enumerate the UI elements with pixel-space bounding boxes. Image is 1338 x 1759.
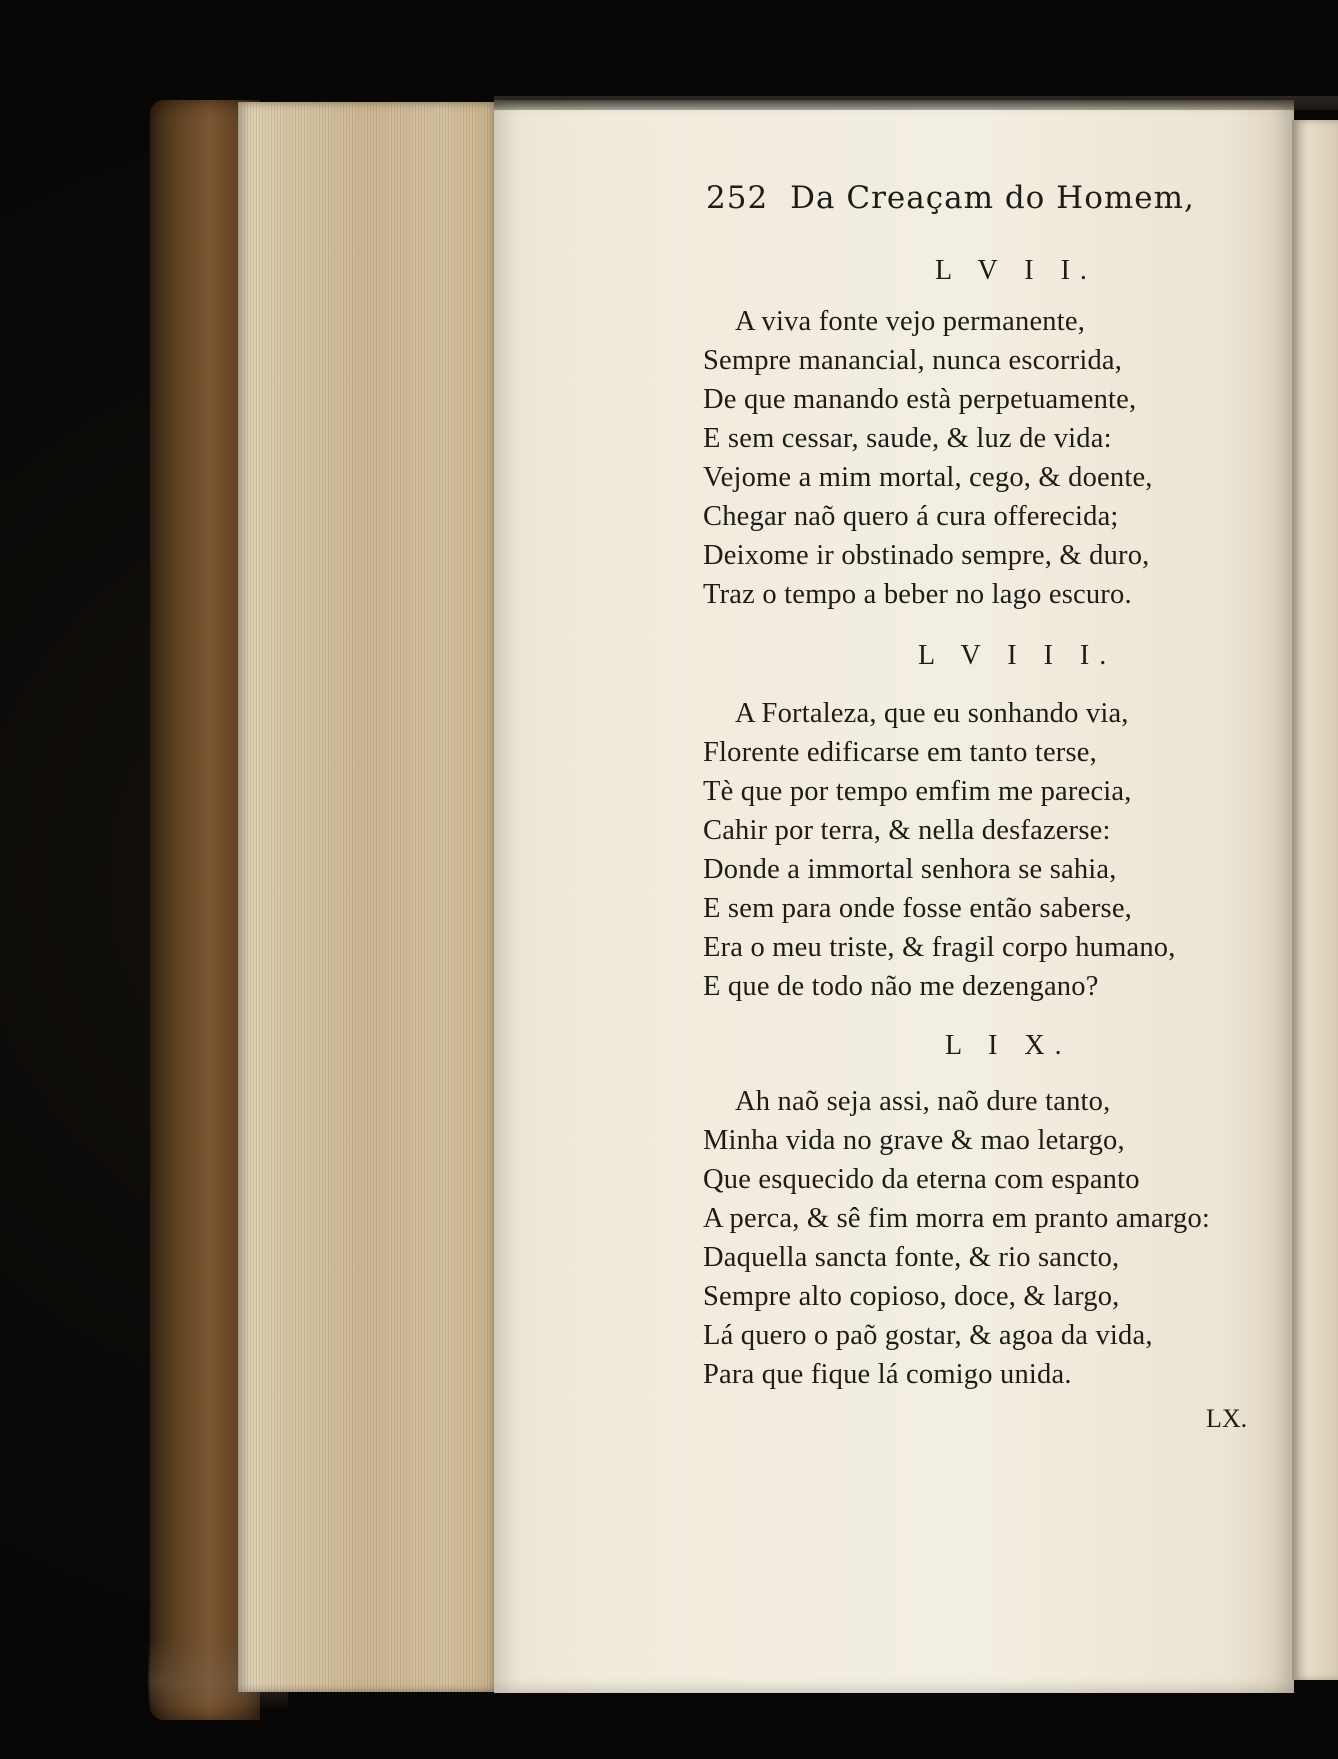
verse-line: Minha vida no grave & mao letargo, — [703, 1125, 1125, 1156]
verse-line: A perca, & sê fim morra em pranto amargo: — [703, 1203, 1211, 1234]
verse-line: Vejome a mim mortal, cego, & doente, — [703, 462, 1153, 493]
verse-line: Deixome ir obstinado sempre, & duro, — [703, 540, 1150, 571]
verse-line: Tè que por tempo emfim me parecia, — [703, 776, 1132, 807]
verse-line: Chegar naõ quero á cura offerecida; — [703, 501, 1119, 532]
verse-line: Sempre alto copioso, doce, & largo, — [703, 1281, 1120, 1312]
page-number: 252 — [706, 180, 769, 216]
verse-line: Lá quero o paõ gostar, & agoa da vida, — [703, 1320, 1153, 1351]
verse-line: Florente edificarse em tanto terse, — [703, 737, 1097, 768]
verse-line: Para que fique lá comigo unida. — [703, 1359, 1072, 1390]
running-title: Da Creaçam do Homem, — [790, 180, 1195, 216]
verse-line: E que de todo não me dezengano? — [703, 971, 1099, 1002]
verse-line: De que manando està perpetuamente, — [703, 384, 1137, 415]
catchword: LX. — [1206, 1404, 1248, 1433]
verse-line: Daquella sancta fonte, & rio sancto, — [703, 1242, 1120, 1273]
running-head — [706, 180, 1195, 216]
verse-line: Donde a immortal senhora se sahia, — [703, 854, 1117, 885]
verse-line: Era o meu triste, & fragil corpo humano, — [703, 932, 1176, 963]
verse-line: A Fortaleza, que eu sonhando via, — [735, 698, 1129, 729]
verse-line: Traz o tempo a beber no lago escuro. — [703, 579, 1132, 610]
stanza-number: L V I I. — [935, 255, 1097, 286]
facing-page-edge — [1292, 120, 1338, 1680]
verse-line: Cahir por terra, & nella desfazerse: — [703, 815, 1111, 846]
verse-line: Ah naõ seja assi, naõ dure tanto, — [735, 1086, 1111, 1117]
verse-line: Que esquecido da eterna com espanto — [703, 1164, 1140, 1195]
verse-line: Sempre manancial, nunca escorrida, — [703, 345, 1123, 376]
verse-line: A viva fonte vejo permanente, — [735, 306, 1086, 337]
page-edges — [238, 102, 496, 1692]
verse-line: E sem cessar, saude, & luz de vida: — [703, 423, 1112, 454]
stanza-number: L I X. — [945, 1030, 1072, 1061]
page-top-shadow — [494, 96, 1338, 110]
stanza-number: L V I I I. — [918, 640, 1117, 671]
verse-line: E sem para onde fosse então saberse, — [703, 893, 1132, 924]
